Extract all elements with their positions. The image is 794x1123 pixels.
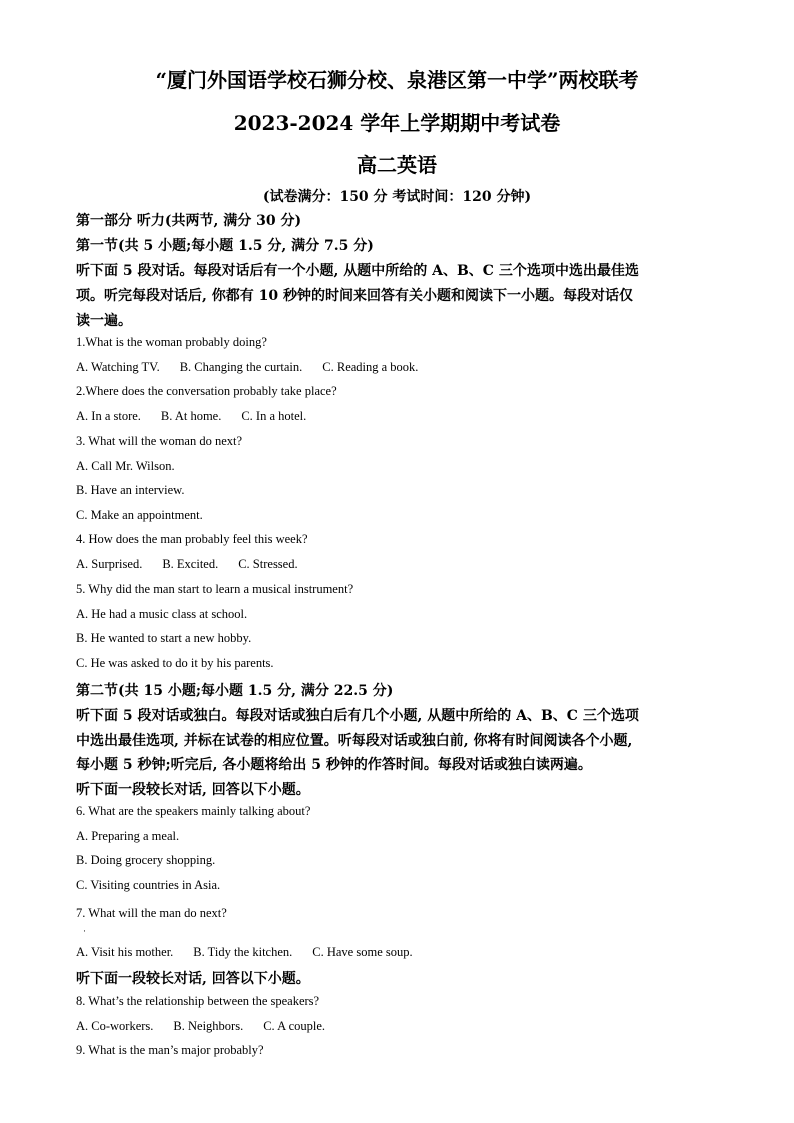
exam-info: (试卷满分：150 分 考试时间：120 分钟)	[262, 189, 532, 205]
question-3-stem: 3. What will the woman do next?	[76, 434, 243, 448]
option-c: C. Stressed.	[238, 557, 298, 571]
exam-title-subject: 高二英语	[357, 153, 437, 177]
question-3-option-c: C. Make an appointment.	[76, 508, 203, 522]
question-5-option-b: B. He wanted to start a new hobby.	[76, 631, 252, 645]
option-b: B. Neighbors.	[173, 1019, 244, 1033]
section2-instructions-line1: 听下面 5 段对话或独白。每段对话或独白后有几个小题, 从题中所给的 A、B、C 三个选项	[76, 708, 639, 724]
question-6-option-c: C. Visiting countries in Asia.	[76, 878, 221, 892]
exam-title-schools: “厦门外国语学校石狮分校、泉港区第一中学”两校联考	[155, 68, 639, 92]
question-9-stem: 9. What is the man’s major probably?	[76, 1043, 264, 1057]
section1-heading: 第一节(共 5 小题;每小题 1.5 分, 满分 7.5 分)	[76, 238, 374, 254]
option-b: B. At home.	[160, 409, 222, 423]
option-b: B. Changing the curtain.	[179, 360, 303, 374]
question-4-options	[76, 557, 318, 572]
option-a: A. In a store.	[76, 409, 141, 423]
question-1-options	[76, 360, 438, 375]
option-a: A. Co-workers.	[76, 1019, 154, 1033]
question-5-option-c: C. He was asked to do it by his parents.	[76, 656, 274, 670]
question-6-stem: 6. What are the speakers mainly talking about?	[76, 804, 311, 818]
option-b: B. Tidy the kitchen.	[193, 945, 293, 959]
section1-instructions-line2: 项。听完每段对话后, 你都有 10 秒钟的时间来回答有关小题和阅读下一小题。每段对话仅	[76, 288, 633, 304]
question-8-stem: 8. What’s the relationship between the speakers?	[76, 994, 320, 1008]
section2-instructions-line2: 中选出最佳选项, 并标在试卷的相应位置。听每段对话或独白前, 你将有时间阅读各个小题,	[76, 733, 633, 749]
question-5-stem: 5. Why did the man start to learn a musical instrument?	[76, 582, 354, 596]
part1-heading: 第一部分 听力(共两节, 满分 30 分)	[76, 213, 302, 229]
question-7-stem: 7. What will the man do next?	[76, 906, 227, 920]
option-b: B. Excited.	[162, 557, 219, 571]
option-c: C. Reading a book.	[322, 360, 419, 374]
option-a: A. Watching TV.	[76, 360, 160, 374]
option-a: A. Surprised.	[76, 557, 143, 571]
question-2-stem: 2.Where does the conversation probably take place?	[76, 384, 337, 398]
question-1-stem: 1.What is the woman probably doing?	[76, 335, 267, 349]
question-4-stem: 4. How does the man probably feel this week?	[76, 532, 308, 546]
option-a: A. Visit his mother.	[76, 945, 174, 959]
section2-instructions-line3: 每小题 5 秒钟;听完后, 各小题将给出 5 秒钟的作答时间。每段对话或独白读两遍。	[76, 757, 592, 773]
listen-prompt: 听下面一段较长对话, 回答以下小题。	[76, 971, 310, 987]
question-6-option-b: B. Doing grocery shopping.	[76, 853, 216, 867]
question-3-option-a: A. Call Mr. Wilson.	[76, 459, 175, 473]
question-5-option-a: A. He had a music class at school.	[76, 607, 248, 621]
option-c: C. Have some soup.	[312, 945, 413, 959]
option-c: C. In a hotel.	[241, 409, 307, 423]
question-3-option-b: B. Have an interview.	[76, 483, 185, 497]
question-7-options	[76, 945, 433, 960]
listen-prompt: 听下面一段较长对话, 回答以下小题。	[76, 782, 310, 798]
question-6-option-a: A. Preparing a meal.	[76, 829, 180, 843]
option-c: C. A couple.	[263, 1019, 326, 1033]
question-2-options	[76, 409, 326, 424]
section2-heading: 第二节(共 15 小题;每小题 1.5 分, 满分 22.5 分)	[76, 683, 394, 699]
exam-title-term: 2023-2024 学年上学期期中考试卷	[233, 111, 561, 135]
section1-instructions-line3: 读一遍。	[76, 313, 132, 329]
question-8-options	[76, 1019, 345, 1034]
stray-mark: ·	[83, 926, 86, 936]
section1-instructions-line1: 听下面 5 段对话。每段对话后有一个小题, 从题中所给的 A、B、C 三个选项中选出最佳选	[76, 263, 639, 279]
